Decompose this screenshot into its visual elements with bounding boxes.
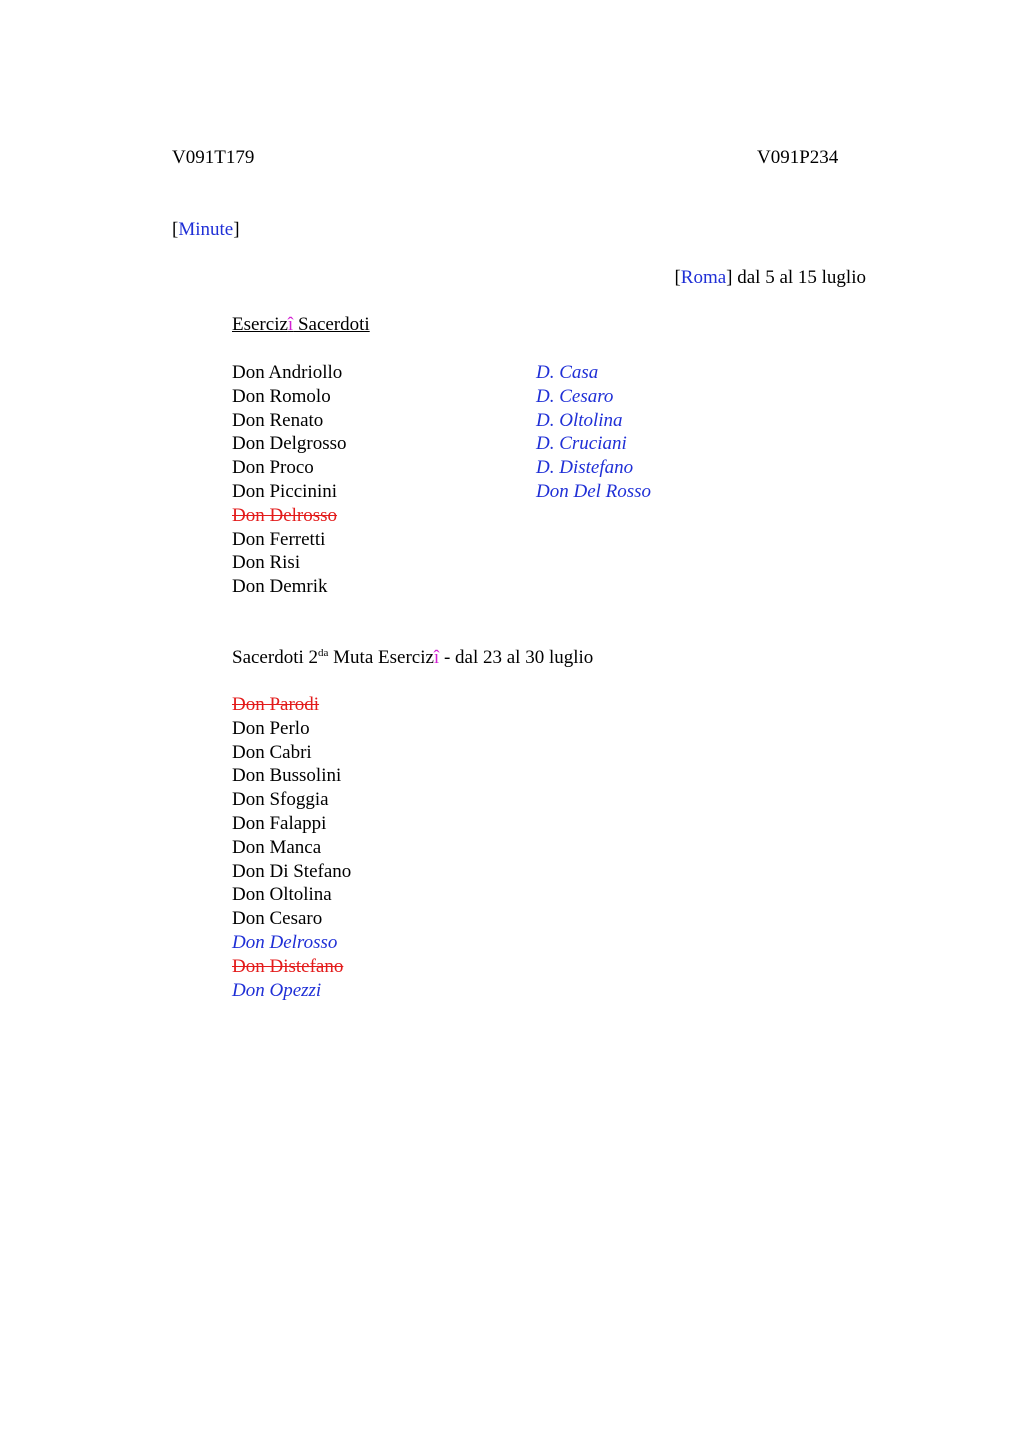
list-item: Don Perlo	[232, 717, 310, 739]
document-type-label: Minute	[178, 219, 234, 240]
list-item: Don Delrosso	[232, 504, 338, 526]
list-item: Don Cabri	[232, 741, 312, 763]
list-item: Don Manca	[232, 836, 322, 858]
list-item: Don Risi	[232, 552, 301, 574]
section1-title-text: Sacerdoti	[293, 314, 370, 335]
bracket-close: ]	[726, 267, 733, 288]
dateline	[674, 266, 866, 290]
list-item: Don Andriollo	[232, 362, 343, 383]
dateline-dates: dal 5 al 15 luglio	[732, 267, 866, 288]
list-item: D. Cesaro	[536, 385, 614, 407]
section2-title-text: Sacerdoti 2	[232, 647, 319, 668]
list-item: Don Bussolini	[232, 765, 342, 787]
section1-left-list	[232, 361, 347, 599]
list-item: Don Delrosso	[232, 931, 338, 953]
editorial-mark: î	[433, 647, 440, 668]
list-item: Don Demrik	[232, 576, 328, 598]
list-item: Don Ferretti	[232, 528, 326, 550]
list-item: D. Oltolina	[536, 409, 623, 431]
section2-list	[232, 693, 351, 1002]
section2-title-dates: - dal 23 al 30 luglio	[439, 647, 594, 668]
list-item: Don Proco	[232, 457, 314, 479]
section2-title-text: Muta Eserciz	[328, 647, 434, 668]
list-item: Don Renato	[232, 409, 324, 431]
list-item: Don Oltolina	[232, 884, 332, 906]
list-item: Don Delgrosso	[232, 433, 347, 455]
list-item: D. Cruciani	[536, 433, 627, 455]
list-item: Don Cesaro	[232, 908, 323, 930]
section2-title	[232, 646, 593, 670]
list-item: Don Del Rosso	[536, 480, 652, 502]
section1-title	[232, 313, 370, 337]
bracket-close: ]	[233, 219, 240, 240]
bracket-open: [	[674, 267, 681, 288]
document-code-left: V091T179	[172, 147, 255, 168]
list-item: D. Distefano	[536, 457, 634, 479]
editorial-mark: î	[287, 314, 294, 335]
list-item: Don Distefano	[232, 955, 344, 977]
ordinal-superscript: da	[318, 647, 329, 659]
list-item: Don Romolo	[232, 385, 331, 407]
list-item: Don Opezzi	[232, 979, 322, 1001]
dateline-place: Roma	[680, 267, 727, 288]
list-item: Don Di Stefano	[232, 860, 352, 882]
document-type	[172, 218, 240, 242]
list-item: D. Casa	[536, 362, 599, 383]
list-item: Don Parodi	[232, 694, 320, 715]
document-code-right: V091P234	[757, 147, 839, 168]
bracket-open: [	[172, 219, 179, 240]
list-item: Don Falappi	[232, 812, 327, 834]
list-item: Don Sfoggia	[232, 789, 329, 811]
list-item: Don Piccinini	[232, 480, 338, 502]
section1-right-list	[536, 361, 651, 504]
section1-title-text: Eserciz	[232, 314, 288, 335]
